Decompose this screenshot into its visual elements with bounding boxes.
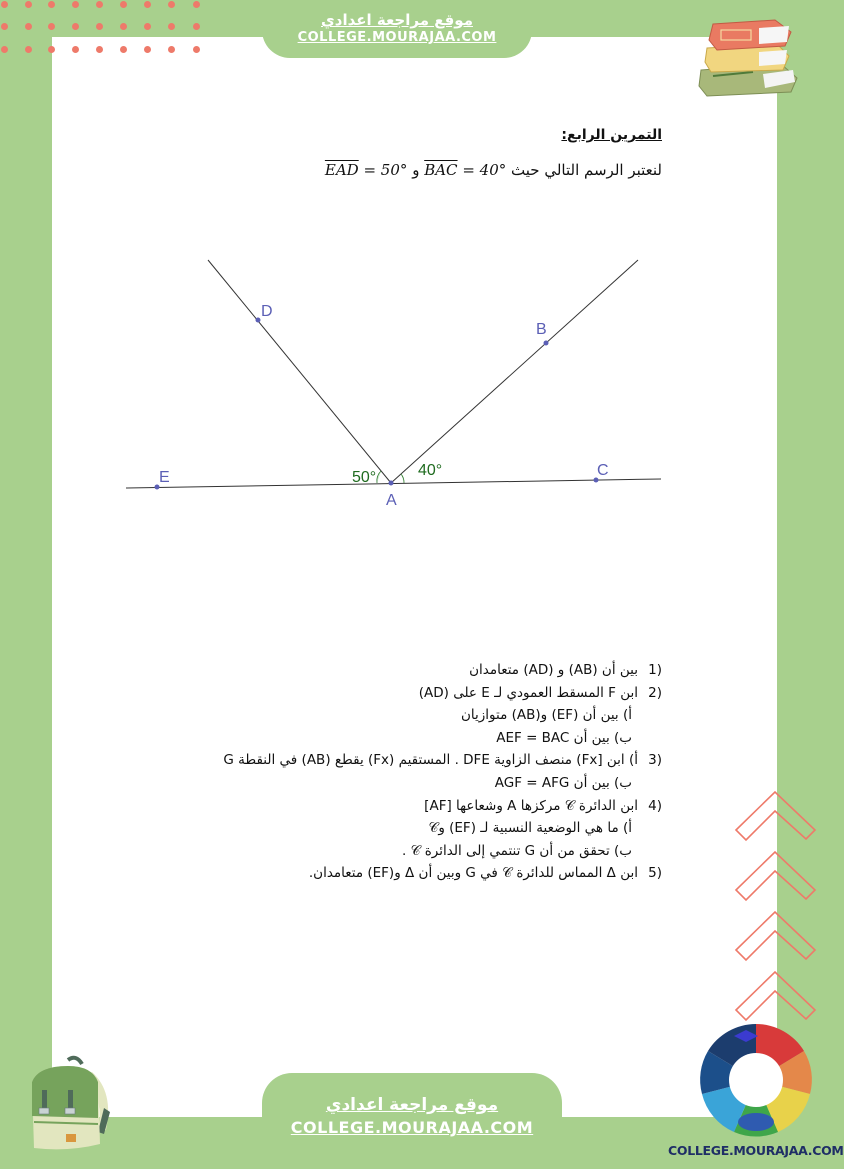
question-2b: ب) بين أن AEF = BAC [496, 729, 632, 746]
intro-angle-ead: $\overline{EAD} = 50^\circ$ [324, 161, 408, 179]
point-d [256, 318, 261, 323]
point-b [544, 341, 549, 346]
angle-label-40: 40° [418, 462, 443, 479]
ray-ad [208, 260, 391, 483]
question-3b: ب) بين أن AGF = AFG [494, 774, 632, 791]
logo-site-url[interactable]: COLLEGE.MOURAJAA.COM [668, 1143, 844, 1158]
angle-arc-bac [401, 474, 404, 483]
question-5: 5) ابن Δ المماس للدائرة 𝒞 في G وبين أن Δ و(EF) متعامدان. [308, 865, 662, 882]
label-a: A [386, 492, 397, 509]
ray-ab [391, 260, 638, 483]
angle-label-50: 50° [352, 469, 377, 486]
question-4b: ب) تحقق من أن G تنتمي إلى الدائرة 𝒞 . [401, 842, 632, 859]
footer-banner [262, 1073, 562, 1169]
label-b: B [536, 321, 547, 338]
question-2a: أ) بين أن (EF) و(AB) متوازيان [461, 707, 632, 724]
question-3: 3) أ) ابن [Fx) منصف الزاوية DFE . المستقيم (Fx) يقطع (AB) في النقطة G [223, 752, 662, 769]
exercise-title: التمرين الرابع: [561, 127, 662, 143]
question-4a: أ) ما هي الوضعية النسبية لـ (EF) و𝒞 [428, 820, 632, 837]
point-a [389, 481, 394, 486]
question-2: 2) ابن F المسقط العمودي لـ E على (AD) [418, 684, 662, 701]
label-d: D [261, 303, 273, 320]
label-e: E [159, 469, 170, 486]
site-url-link[interactable]: COLLEGE.MOURAJAA.COM [297, 30, 497, 45]
question-1: 1) بين أن (AB) و (AD) متعامدان [469, 662, 662, 678]
angle-arc-ead [377, 471, 381, 483]
footer-site-url-link[interactable]: COLLEGE.MOURAJAA.COM [290, 1118, 534, 1137]
site-name-arabic[interactable]: موقع مراجعة اعدادي [321, 11, 473, 29]
intro-text: لنعتبر الرسم التالي حيث [511, 161, 662, 179]
intro-angle-bac: $\overline{BAC} = 40^\circ$ [424, 161, 507, 179]
site-logo-icon [694, 1022, 818, 1142]
question-4: 4) ابن الدائرة 𝒞 مركزها A وشعاعها [AF] [424, 797, 662, 814]
backpack-illustration-icon [18, 1052, 113, 1152]
chevron-up-decoration-icon [732, 790, 822, 1030]
footer-site-name-arabic[interactable]: موقع مراجعة اعدادي [325, 1095, 499, 1115]
questions-list [192, 659, 662, 885]
label-c: C [597, 462, 609, 479]
intro-and: و [412, 161, 425, 179]
